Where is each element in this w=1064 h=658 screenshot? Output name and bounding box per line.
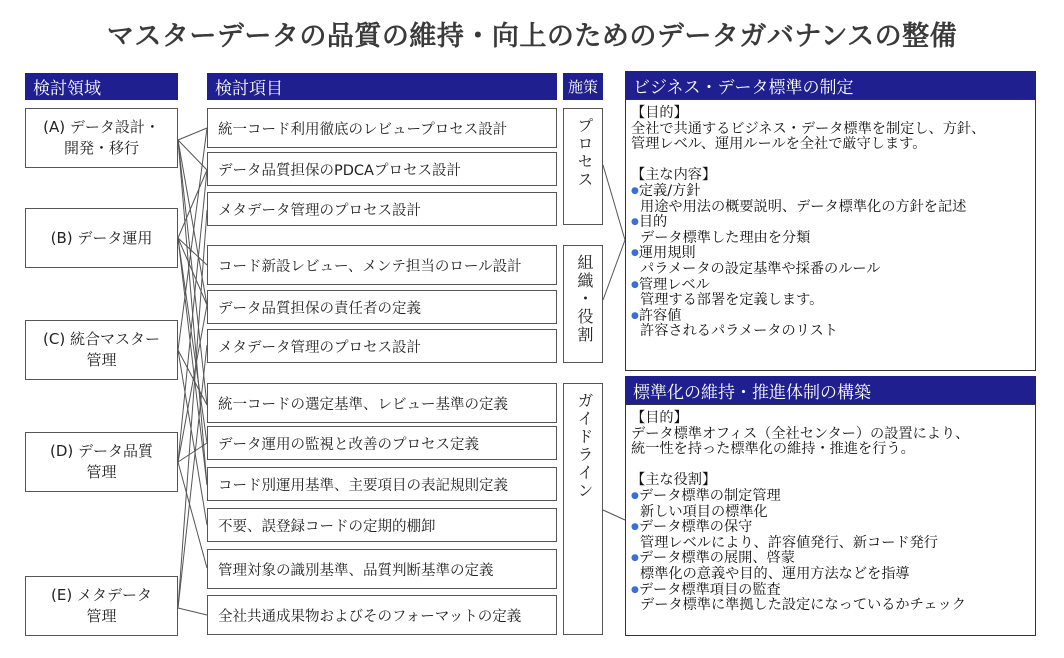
bullet-icon: ● — [631, 522, 639, 533]
measure-label-process: プロセス — [575, 117, 594, 189]
panel-line-text: 許容されるパラメータのリスト — [631, 323, 838, 340]
bullet-icon: ● — [631, 248, 639, 259]
panel-line — [631, 200, 1035, 216]
item-box: データ運用の監視と改善のプロセス定義 — [207, 426, 557, 460]
panel2-lines — [626, 405, 1035, 614]
panel-line-text: 定義/方針 — [638, 182, 701, 199]
bullet-icon: ● — [631, 490, 639, 501]
item-box: メタデータ管理のプロセス設計 — [207, 192, 557, 226]
domain-box-a: (A) データ設計・ 開発・移行 — [25, 108, 178, 168]
panel-line-text: 管理する部署を定義します。 — [631, 292, 824, 309]
page-title: マスターデータの品質の維持・向上のためのデータガバナンスの整備 — [106, 21, 958, 52]
panel-line-text: 全社で共通するビジネス・データ標準を制定し、方針、 — [631, 120, 986, 137]
panel-line-text: データ標準オフィス（全社センター）の設置により、 — [631, 425, 970, 442]
panel-line — [631, 262, 1035, 278]
domain-box-d: (D) データ品質 管理 — [25, 432, 178, 492]
domain-box-b: (B) データ運用 — [25, 208, 178, 268]
panel-line — [631, 324, 1035, 340]
panel-line — [631, 583, 1035, 599]
domain-box-c: (C) 統合マスター 管理 — [25, 320, 178, 380]
panel-line-text: 管理レベル、運用ルールを全社で厳守します。 — [631, 136, 927, 153]
panel-line-text: データ標準した理由を分類 — [631, 229, 811, 246]
panel-line-text: 【主な内容】 — [631, 167, 717, 184]
items-column-header: 検討項目 — [207, 73, 557, 100]
panel-line-text: 新しい項目の標準化 — [631, 503, 768, 520]
panel1-title: ビジネス・データ標準の制定 — [625, 71, 1036, 99]
panel-line — [631, 411, 1035, 427]
item-box: コード別運用基準、主要項目の表記規則定義 — [207, 467, 557, 501]
measure-box-guideline — [563, 383, 603, 635]
bullet-icon: ● — [631, 310, 639, 321]
domain-column-header: 検討領域 — [25, 73, 178, 100]
panel-line — [631, 567, 1035, 583]
panel-line — [631, 231, 1035, 247]
panel-line-text: 管理レベル — [638, 276, 710, 293]
panel-line-text: 統一性を持った標準化の維持・推進を行う。 — [631, 441, 915, 458]
panel-line — [631, 137, 1035, 153]
panel-line-text: データ標準に準拠した設定になっているかチェック — [631, 597, 966, 614]
bullet-icon: ● — [631, 185, 639, 196]
panel2-title: 標準化の維持・推進体制の構築 — [625, 376, 1036, 404]
panel-line-text: 【主な役割】 — [631, 472, 717, 489]
connector-line — [178, 608, 207, 615]
connector-line — [603, 240, 625, 300]
bullet-icon: ● — [631, 279, 639, 290]
panel-line-text — [631, 457, 636, 473]
item-box: コード新設レビュー、メンテ担当のロール設計 — [207, 245, 557, 285]
panel-line — [631, 442, 1035, 458]
panel1-body — [625, 99, 1036, 371]
panel-line — [631, 598, 1035, 614]
panel-line-text: 目的 — [638, 214, 668, 231]
connector-line — [178, 128, 207, 140]
panel-line — [631, 168, 1035, 184]
panel-line — [631, 505, 1035, 521]
panel-line — [631, 122, 1035, 138]
connector-line — [178, 443, 207, 462]
bullet-icon: ● — [631, 553, 639, 564]
bullet-icon: ● — [631, 217, 639, 228]
panel-line-text: パラメータの設定基準や採番のルール — [631, 260, 881, 277]
item-box: データ品質担保の責任者の定義 — [207, 290, 557, 324]
panel-line — [631, 520, 1035, 536]
panel-line-text: 標準化の意義や目的、運用方法などを指導 — [631, 565, 910, 582]
item-box: 不要、誤登録コードの定期的棚卸 — [207, 508, 557, 542]
measure-column-header: 施策 — [563, 73, 603, 100]
panel-line — [631, 106, 1035, 122]
panel-line — [631, 551, 1035, 567]
panel-line — [631, 427, 1035, 443]
panel-line — [631, 309, 1035, 325]
panel-line — [631, 184, 1035, 200]
panel-line-text: 管理レベルにより、許容値発行、新コード発行 — [631, 534, 938, 551]
measure-label-organization: 組織・役割 — [575, 254, 594, 344]
item-box: 統一コード利用徹底のレビュープロセス設計 — [207, 108, 557, 148]
panel-line — [631, 458, 1035, 474]
connector-line — [603, 165, 625, 240]
panel-line — [631, 293, 1035, 309]
item-box: 全社共通成果物およびそのフォーマットの定義 — [207, 595, 557, 635]
panel-line-text: 許容値 — [638, 307, 682, 324]
measure-label-guideline: ガイドライン — [575, 392, 594, 500]
panel-line — [631, 215, 1035, 231]
panel-line — [631, 536, 1035, 552]
panel-line — [631, 473, 1035, 489]
bullet-icon: ● — [631, 584, 639, 595]
panel-line-text: 【目的】 — [631, 105, 688, 121]
panel-line-text: 【目的】 — [631, 410, 688, 426]
item-box: 管理対象の識別基準、品質判断基準の定義 — [207, 549, 557, 589]
panel-line-text — [631, 152, 636, 168]
domain-box-e: (E) メタデータ 管理 — [25, 576, 178, 636]
connector-line — [603, 510, 625, 520]
panel-line-text: データ標準の制定管理 — [638, 487, 781, 504]
measure-box-process — [563, 108, 603, 225]
panel-line — [631, 246, 1035, 262]
panel2-body — [625, 404, 1036, 636]
measure-box-organization — [563, 245, 603, 363]
item-box: メタデータ管理のプロセス設計 — [207, 329, 557, 363]
panel-line — [631, 278, 1035, 294]
panel-line — [631, 489, 1035, 505]
panel-line-text: 運用規則 — [638, 245, 696, 262]
item-box: 統一コードの選定基準、レビュー基準の定義 — [207, 383, 557, 423]
panel-line-text: データ標準の展開、啓蒙 — [638, 550, 795, 567]
item-box: データ品質担保のPDCAプロセス設計 — [207, 152, 557, 186]
panel1-lines — [626, 100, 1035, 340]
panel-line-text: データ標準の保守 — [638, 519, 753, 536]
panel-line-text: 用途や用法の概要説明、データ標準化の方針を記述 — [631, 198, 967, 215]
panel-line-text: データ標準項目の監査 — [638, 581, 781, 598]
